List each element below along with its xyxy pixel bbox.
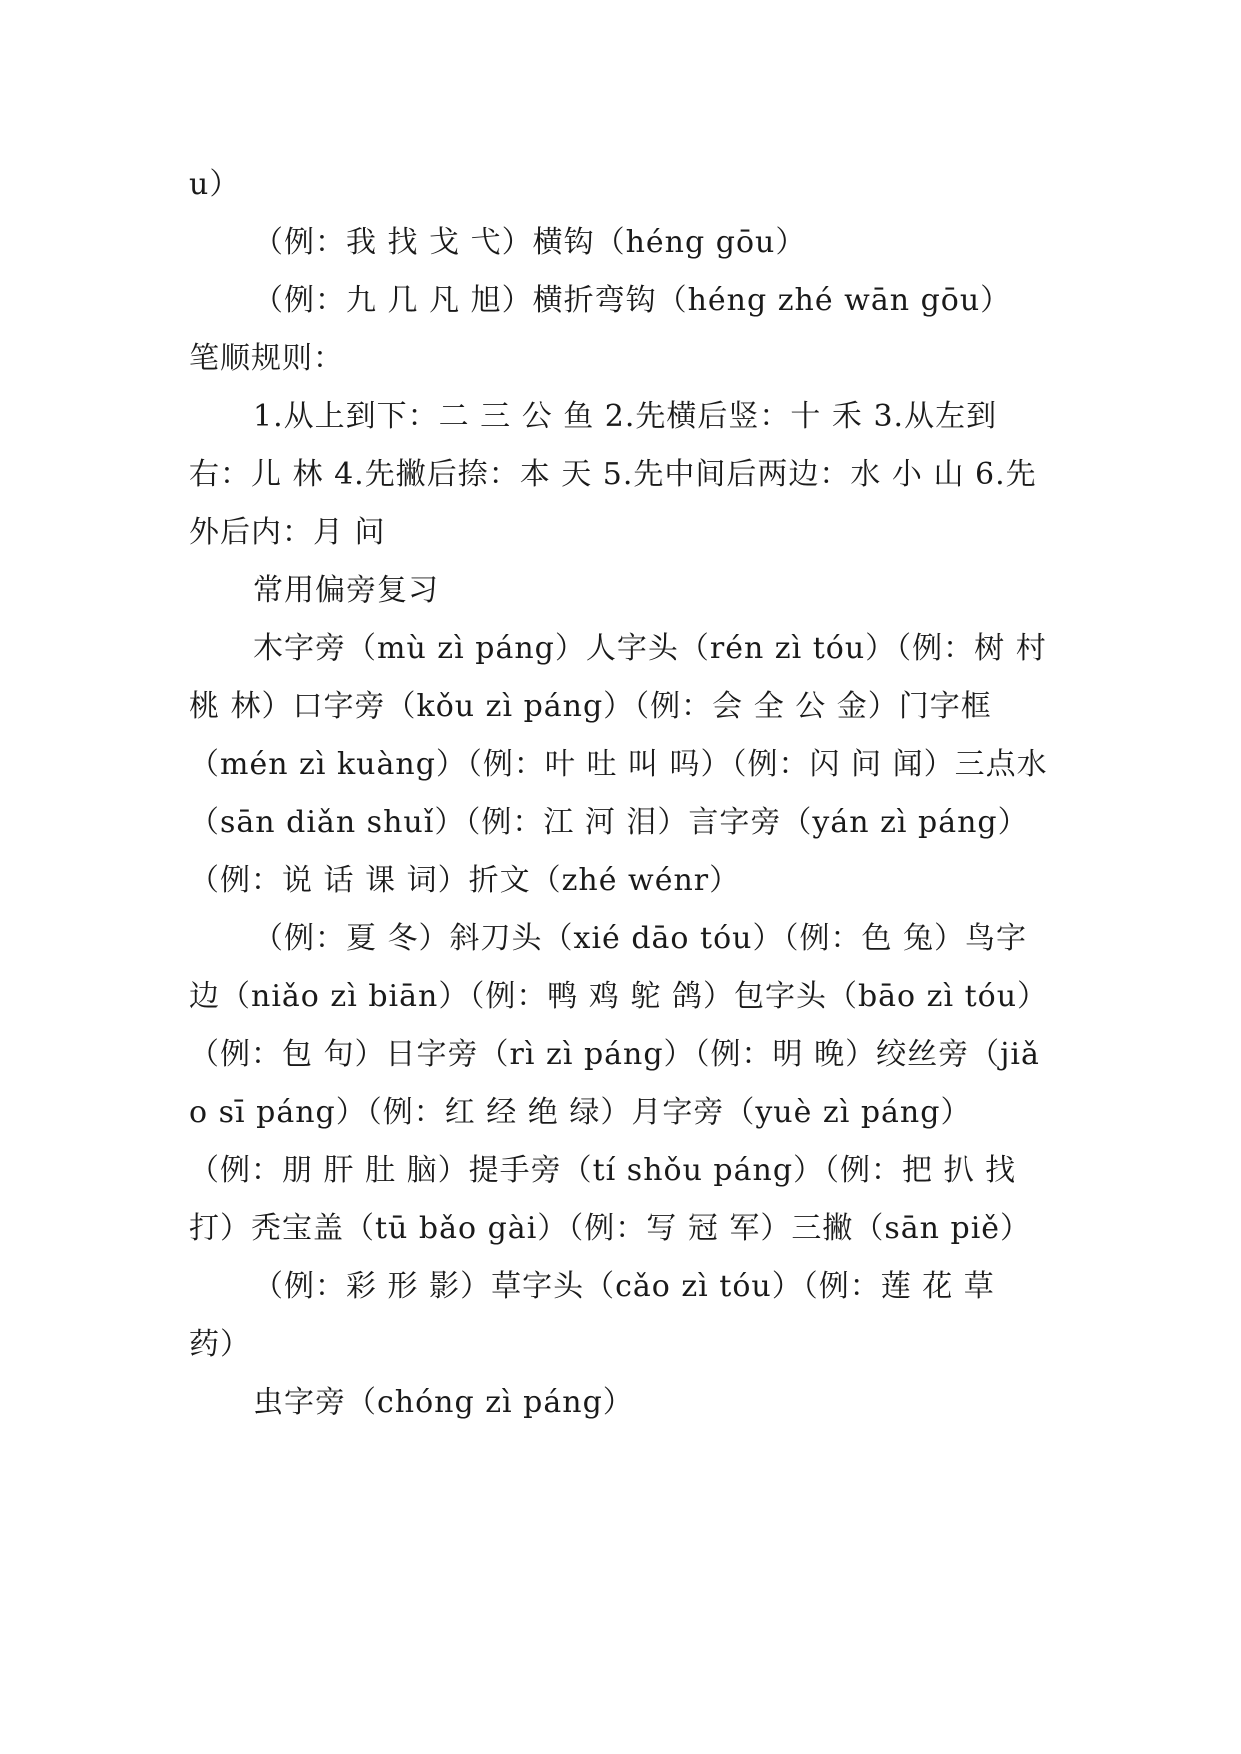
paragraph-radicals-part-4: 虫字旁（chóng zì páng）: [253, 1385, 634, 1420]
paragraph-radicals-part-2: （例：夏 冬）斜刀头（xié dāo tóu）（例：色 兔）鸟字边（niǎo zì biān）（例：鸭 鸡 鸵 鸽）包字头（bāo zì tóu）（例：包 句）日字旁（rì zì páng）（例：明 晚）绞丝旁（jiǎo sī páng）（例：红 经 绝 绿）月字旁（yuè zì páng）（例：朋 肝 肚 脑）提手旁（tí shǒu páng）（例：把 扒 找 打）秃宝盖（tū bǎo gài）（例：写 冠 军）三撇（sān piě）: [189, 921, 1049, 1246]
paragraph-radicals-part-1: 木字旁（mù zì páng）人字头（rén zì tóu）（例：树 村 桃 林）口字旁（kǒu zì páng）（例：会 全 公 金）门字框（mén zì kuàng）（例：叶 吐 叫 吗）（例：闪 问 闻）三点水（sān diǎn shuǐ）（例：江 河 泪）言字旁（yán zì páng）（例：说 话 课 词）折文（zhé wénr）: [189, 631, 1048, 898]
paragraph-heng-zhe-wan-gou: （例：九 几 凡 旭）横折弯钩（héng zhé wān gōu）: [253, 283, 1012, 318]
document-body: [189, 156, 1049, 1432]
paragraph-fragment-u: u）: [189, 167, 241, 202]
paragraph-radicals-part-3: （例：彩 形 影）草字头（cǎo zì tóu）（例：莲 花 草 药）: [189, 1269, 995, 1362]
heading-radicals-review: 常用偏旁复习: [253, 573, 439, 608]
heading-stroke-order-rules: 笔顺规则：: [189, 341, 344, 376]
paragraph-stroke-order-list: 1.从上到下：二 三 公 鱼 2.先横后竖：十 禾 3.从左到右：儿 林 4.先撇后捺：本 天 5.先中间后两边：水 小 山 6.先外后内：月 问: [189, 399, 1037, 550]
paragraph-heng-gou: （例：我 找 戈 弋）横钩（héng gōu）: [253, 225, 807, 260]
